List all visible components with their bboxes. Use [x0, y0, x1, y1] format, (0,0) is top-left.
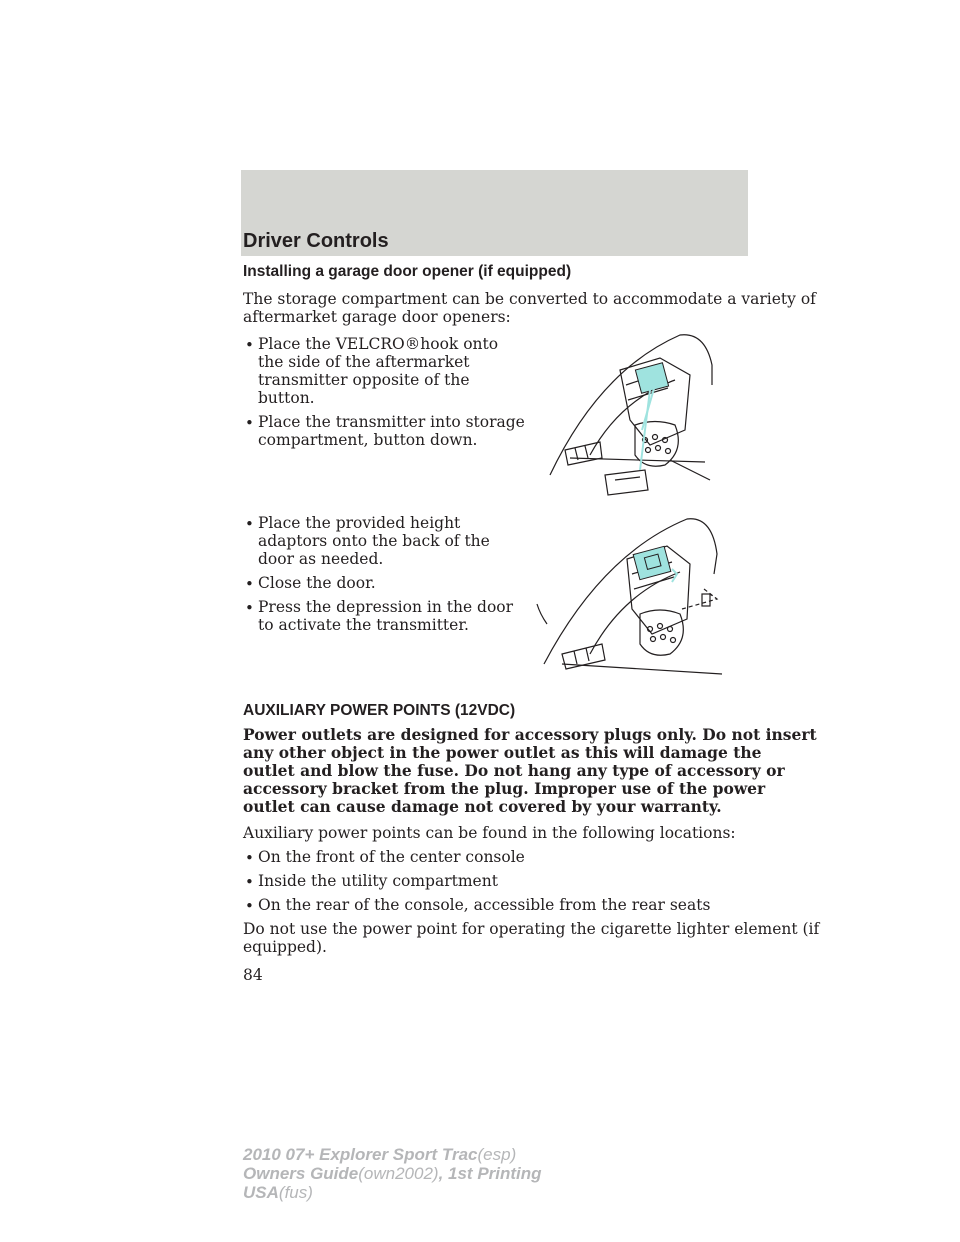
bullet-dot: • [245, 336, 254, 354]
location-item: On the rear of the console, accessible from the rear seats [258, 896, 711, 914]
footer-guide: Owners Guide [243, 1164, 359, 1183]
warning-line-2: any other object in the power outlet as this will damage the [243, 743, 762, 762]
section-title: Driver Controls [243, 230, 389, 252]
bullet-1-line-3: transmitter opposite of the [258, 371, 470, 389]
bullet-dot: • [245, 897, 254, 915]
bullet-dot: • [245, 575, 254, 593]
footer-line-2 [243, 1164, 542, 1183]
bullet-3-line-2: adaptors onto the back of the [258, 532, 490, 550]
footer-line-1 [243, 1145, 516, 1164]
warning-line-3: outlet and blow the fuse. Do not hang any type of accessory or [243, 761, 785, 780]
bullet-dot: • [245, 873, 254, 891]
bullet-2-line-2: compartment, button down. [258, 431, 478, 449]
footer-model-code: (esp) [477, 1145, 517, 1164]
location-item: On the front of the center console [258, 848, 525, 866]
bullet-5-line-2: to activate the transmitter. [258, 616, 469, 634]
bullet-3-line-3: door as needed. [258, 550, 384, 568]
garage-opener-install-illustration [540, 330, 725, 500]
aux-power-heading: AUXILIARY POWER POINTS (12VDC) [243, 702, 516, 719]
garage-opener-heading: Installing a garage door opener (if equipped) [243, 263, 572, 280]
bullet-dot: • [245, 414, 254, 432]
bullet-4-line-1: Close the door. [258, 574, 376, 592]
intro-line-1: The storage compartment can be converted to accommodate a variety of [243, 290, 816, 308]
bullet-1-line-1: Place the VELCRO®hook onto [258, 335, 499, 353]
note-line-1: Do not use the power point for operating the cigarette lighter element (if [243, 920, 820, 938]
page-number: 84 [243, 966, 263, 984]
location-item: Inside the utility compartment [258, 872, 498, 890]
bullet-dot: • [245, 599, 254, 617]
warning-line-4: accessory bracket from the plug. Improper use of the power [243, 779, 766, 798]
bullet-2-line-1: Place the transmitter into storage [258, 413, 525, 431]
bullet-5-line-1: Press the depression in the door [258, 598, 514, 616]
footer-market-code: (fus) [278, 1183, 313, 1202]
footer-model: 2010 07+ Explorer Sport Trac [243, 1145, 478, 1164]
footer-market: USA [243, 1183, 279, 1202]
footer-printing: , 1st Printing [438, 1164, 542, 1183]
bullet-1-line-4: button. [258, 389, 315, 407]
warning-line-5: outlet can cause damage not covered by your warranty. [243, 797, 722, 816]
bullet-dot: • [245, 515, 254, 533]
footer-line-3 [243, 1183, 313, 1202]
warning-line-1: Power outlets are designed for accessory plugs only. Do not insert [243, 725, 817, 744]
footer-guide-code: (own2002) [358, 1164, 439, 1183]
bullet-1-line-2: the side of the aftermarket [258, 353, 470, 371]
garage-opener-door-illustration [532, 514, 727, 684]
bullet-3-line-1: Place the provided height [258, 514, 461, 532]
locations-intro: Auxiliary power points can be found in the following locations: [243, 824, 736, 842]
intro-line-2: aftermarket garage door openers: [243, 308, 511, 326]
bullet-dot: • [245, 849, 254, 867]
note-line-2: equipped). [243, 938, 327, 956]
